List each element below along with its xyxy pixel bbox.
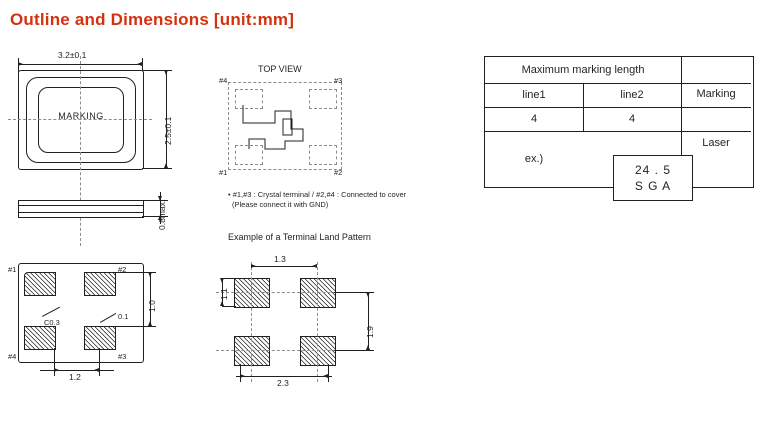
arrow-pitch-right: [94, 368, 99, 372]
arrow-19-bottom: [366, 345, 370, 350]
arrow-13-right: [312, 264, 317, 268]
land-dim-13-label: 1.3: [274, 254, 286, 264]
pad-3: [84, 326, 116, 350]
dim-thickness-label: 0.8max.: [157, 199, 167, 230]
pad-label-2: #2: [118, 265, 127, 274]
arrow-padh-bottom: [148, 321, 152, 326]
mk-val-line2: 4: [628, 113, 636, 125]
top-view-body: [228, 82, 342, 170]
land-pad-top-right: [300, 278, 336, 308]
land-center-v-left: [251, 262, 252, 382]
pad-label-4: #4: [8, 352, 17, 361]
top-view-label-4: #4: [219, 76, 228, 85]
land-23-ext-right: [328, 364, 329, 382]
top-view-note-1: • #1,#3 : Crystal terminal / #2,#4 : Connected to cover: [228, 190, 407, 199]
arrow-padh-top: [148, 272, 152, 277]
pad-4: [24, 326, 56, 350]
pitch-ext-right: [99, 348, 100, 376]
top-view-label-2: #2: [334, 168, 343, 177]
dim-ext-top: [142, 70, 172, 71]
top-view-label-1: #1: [219, 168, 228, 177]
pitch-ext-left: [54, 348, 55, 376]
mk-header-span: Maximum marking length: [521, 64, 645, 76]
gap-label: 0.1: [118, 312, 129, 321]
dim-height-label: 2.5±0.1: [163, 116, 173, 145]
pitch-label: 1.2: [69, 372, 81, 382]
pad-label-1: #1: [8, 265, 17, 274]
marking-example-line1: 24 . 5: [634, 162, 672, 177]
arrow-height-bottom: [164, 163, 168, 168]
mk-col-line1: line1: [522, 89, 546, 101]
marking-area-label: MARKING: [58, 111, 104, 121]
side-body: [18, 200, 144, 218]
pad-2: [84, 272, 116, 296]
land-pad-top-left: [234, 278, 270, 308]
land-pad-bottom-left: [234, 336, 270, 366]
pitch-dim-line: [40, 370, 114, 371]
padh-dim-line: [150, 272, 151, 326]
land-center-v-right: [317, 262, 318, 382]
arrow-pitch-left: [54, 368, 59, 372]
marking-table: [484, 56, 754, 193]
arrow-width-right: [137, 62, 142, 66]
dim-ext-bottom: [142, 168, 172, 169]
dim-width-label: 3.2±0.1: [58, 50, 87, 60]
mk-col-line2: line2: [620, 89, 644, 101]
arrow-19-top: [366, 292, 370, 297]
pad-label-3: #3: [118, 352, 127, 361]
land-11-ext-top: [222, 278, 236, 279]
mk-header-right: Marking: [696, 88, 736, 100]
land-dim-13-line: [251, 266, 317, 267]
land-23-ext-left: [240, 364, 241, 382]
chamfer-label: C0.3: [44, 318, 60, 327]
land-pad-bottom-right: [300, 336, 336, 366]
pad-height-label: 1.0: [147, 300, 157, 312]
land-11-ext-bottom: [222, 306, 236, 307]
land-pattern-title: Example of a Terminal Land Pattern: [228, 232, 371, 242]
package-body: [18, 70, 144, 170]
padh-ext-bottom: [114, 326, 156, 327]
marking-example-box: [613, 155, 693, 201]
mk-val-marking: Laser: [702, 137, 730, 149]
top-view-title: TOP VIEW: [258, 64, 302, 74]
top-view-label-3: #3: [334, 76, 343, 85]
mk-example-label: ex.): [524, 152, 544, 165]
land-dim-19-line: [368, 292, 369, 350]
land-dim-19-label: 1.9: [365, 326, 375, 338]
land-19-ext-bottom: [334, 350, 374, 351]
land-dim-23-label: 2.3: [277, 378, 289, 388]
top-view-note-2: (Please connect it with GND): [232, 200, 329, 209]
arrow-width-left: [18, 62, 23, 66]
crystal-blank-icon: [229, 83, 341, 169]
page-title: Outline and Dimensions [unit:mm]: [10, 10, 295, 29]
pad-1: [24, 272, 56, 296]
mk-val-line1: 4: [530, 113, 538, 125]
marking-example-line2: S G A: [634, 179, 672, 193]
land-dim-11-label: 1.1: [219, 288, 229, 300]
arrow-13-left: [251, 264, 256, 268]
side-cap-line-bottom: [19, 212, 143, 213]
land-dim-23-line: [236, 376, 332, 377]
side-cap-line-top: [19, 205, 143, 206]
arrow-height-top: [164, 70, 168, 75]
